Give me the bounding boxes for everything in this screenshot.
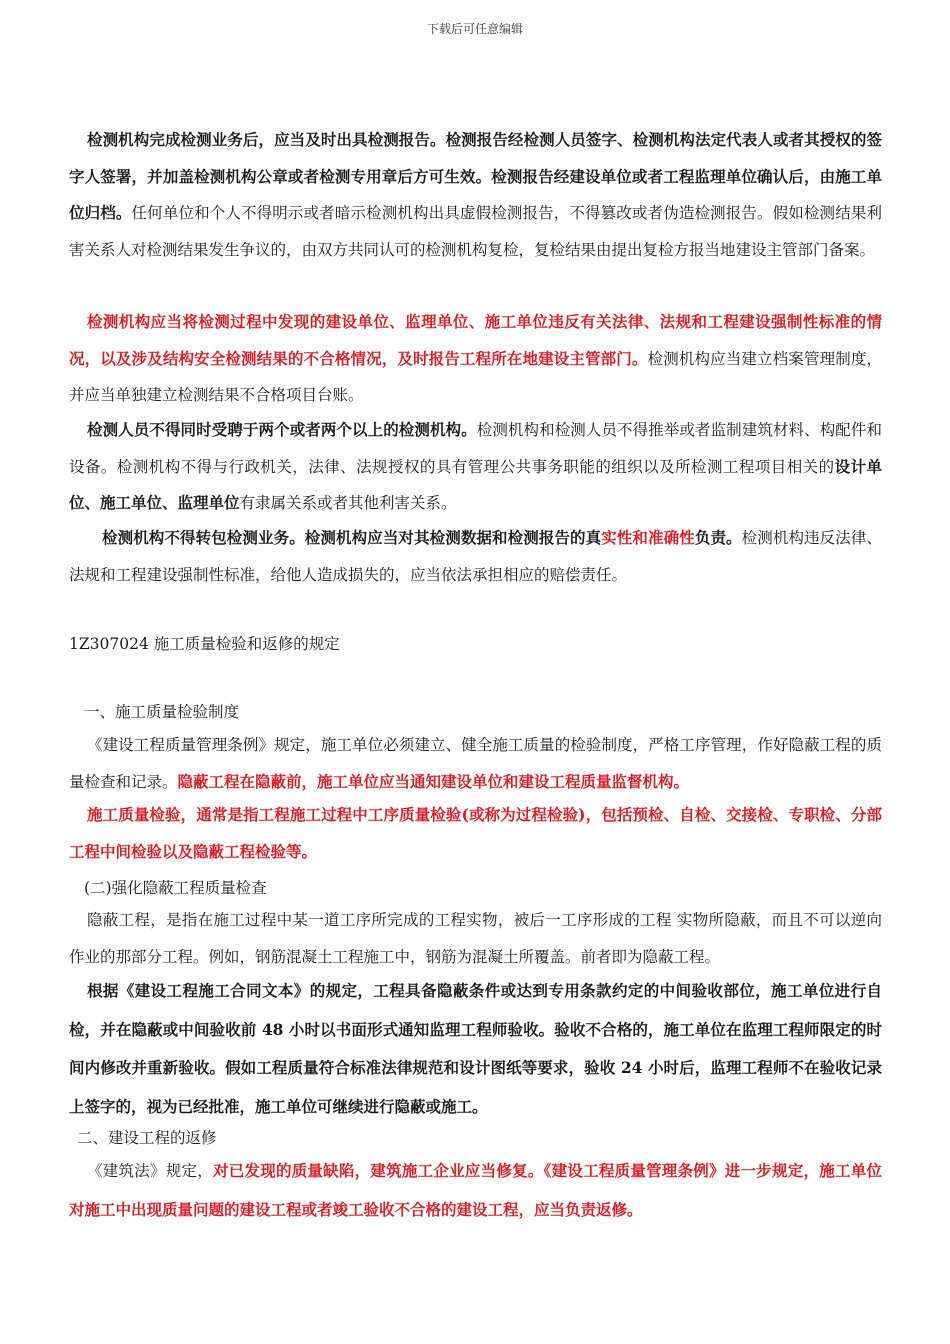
- red-highlight-text: 施工质量检验，通常是指工程施工过程中工序质量检验(或称为过程检验)，包括预检、自检、交接检、专职检、分部工程中间检验以及隐蔽工程检验等。: [69, 805, 882, 861]
- paragraph-quality-inspection: [69, 797, 882, 870]
- paragraph-report-issuance: [69, 122, 882, 268]
- bold-text: 根据《建设工程施工合同文本》的规定，工程具备隐蔽条件或达到专用条款约定的中间验收部位，施工单位进行自检，并在隐蔽或中间验收前 48 小时以书面形式通知监理工程师验收。验收不合格的，施工单位在监理工程师限定的时间内修改并重新验收。假如工程质量符合标准法律规范和设计图纸等要求，验收 24 小时后，监理工程师不在验收记录上签字的，视为已经批准，施工单位可继续进行隐蔽或施工。: [69, 981, 882, 1116]
- bold-text: 检测机构不得转包检测业务。检测机构应当对其检测数据和检测报告的真: [102, 528, 602, 547]
- bold-text: 检测机构完成检测业务后，应当及时出具检测报告。检测报告经检测人员签字、检测机构法定代表人或者其授权的签字人签署，并加盖检测机构公章或者检测专用章后方可生效。检测报告经建设单位或者工程监理单位确认后，由施工单位归档。: [69, 130, 882, 222]
- red-highlight-text: 实性和准确性: [601, 528, 695, 547]
- body-text: 有隶属关系或者其他利害关系。: [239, 494, 457, 512]
- bold-text: 设计单位、施工单位、监理单位: [69, 456, 882, 512]
- body-text: 检测机构违反法律、法规和工程建设强制性标准，给他人造成损失的，应当依法承担相应的赔偿责任。: [69, 529, 882, 584]
- paragraph-no-subcontract: [69, 520, 882, 593]
- red-highlight-text: 隐蔽工程在隐蔽前，施工单位应当通知建设单位和建设工程质量监督机构。: [177, 771, 690, 791]
- paragraph-inspector-restrictions: [69, 412, 882, 522]
- heading-inspection-system: 一、施工质量检验制度: [84, 703, 240, 721]
- body-text: 检测机构应当建立档案管理制度，并应当单独建立检测结果不合格项目台账。: [69, 349, 882, 404]
- body-text: 《建筑法》规定，: [87, 1162, 213, 1180]
- paragraph-rework-regulation: [69, 1152, 882, 1229]
- heading-rework: 二、建设工程的返修: [77, 1129, 217, 1147]
- red-highlight-text: 对已发现的质量缺陷，建筑施工企业应当修复。《建设工程质量管理条例》进一步规定，施工单位对施工中出现质量问题的建设工程或者竣工验收不合格的建设工程，应当负责返修。: [69, 1161, 882, 1219]
- paragraph-violation-reporting: [69, 304, 882, 414]
- bold-text: 负责。: [694, 528, 742, 547]
- body-text: 隐蔽工程，是指在施工过程中某一道工序所完成的工程实物，被后一工序形成的工程 实物所隐蔽，而且不可以逆向作业的那部分工程。例如，钢筋混凝土工程施工中，钢筋为混凝土所覆盖。前者即为隐蔽工程。: [69, 911, 882, 966]
- paragraph-inspection-regulation: [69, 727, 882, 800]
- section-title: 1Z307024 施工质量检验和返修的规定: [69, 635, 340, 653]
- heading-concealed-works: (二)强化隐蔽工程质量检查: [84, 879, 267, 897]
- page-header: 下载后可任意编辑: [426, 22, 523, 36]
- body-text: 任何单位和个人不得明示或者暗示检测机构出具虚假检测报告，不得篡改或者伪造检测报告。假如检测结果利害关系人对检测结果发生争议的，由双方共同认可的检测机构复检，复检结果由提出复检方报当地建设主管部门备案。: [69, 204, 882, 259]
- bold-text: 检测人员不得同时受聘于两个或者两个以上的检测机构。: [87, 420, 477, 439]
- body-text: 《建设工程质量管理条例》规定，施工单位必须建立、健全施工质量的检验制度，严格工序管理，作好隐蔽工程的质量检查和记录。: [69, 736, 882, 791]
- body-text: 检测机构和检测人员不得推举或者监制建筑材料、构配件和设备。检测机构不得与行政机关，法律、法规授权的具有管理公共事务职能的组织以及所检测工程项目相关的: [69, 421, 882, 476]
- paragraph-concealed-definition: [69, 902, 882, 975]
- paragraph-contract-acceptance: [69, 972, 882, 1126]
- red-highlight-text: 检测机构应当将检测过程中发现的建设单位、监理单位、施工单位违反有关法律、法规和工程建设强制性标准的情况，以及涉及结构安全检测结果的不合格情况，及时报告工程所在地建设主管部门。: [69, 312, 882, 368]
